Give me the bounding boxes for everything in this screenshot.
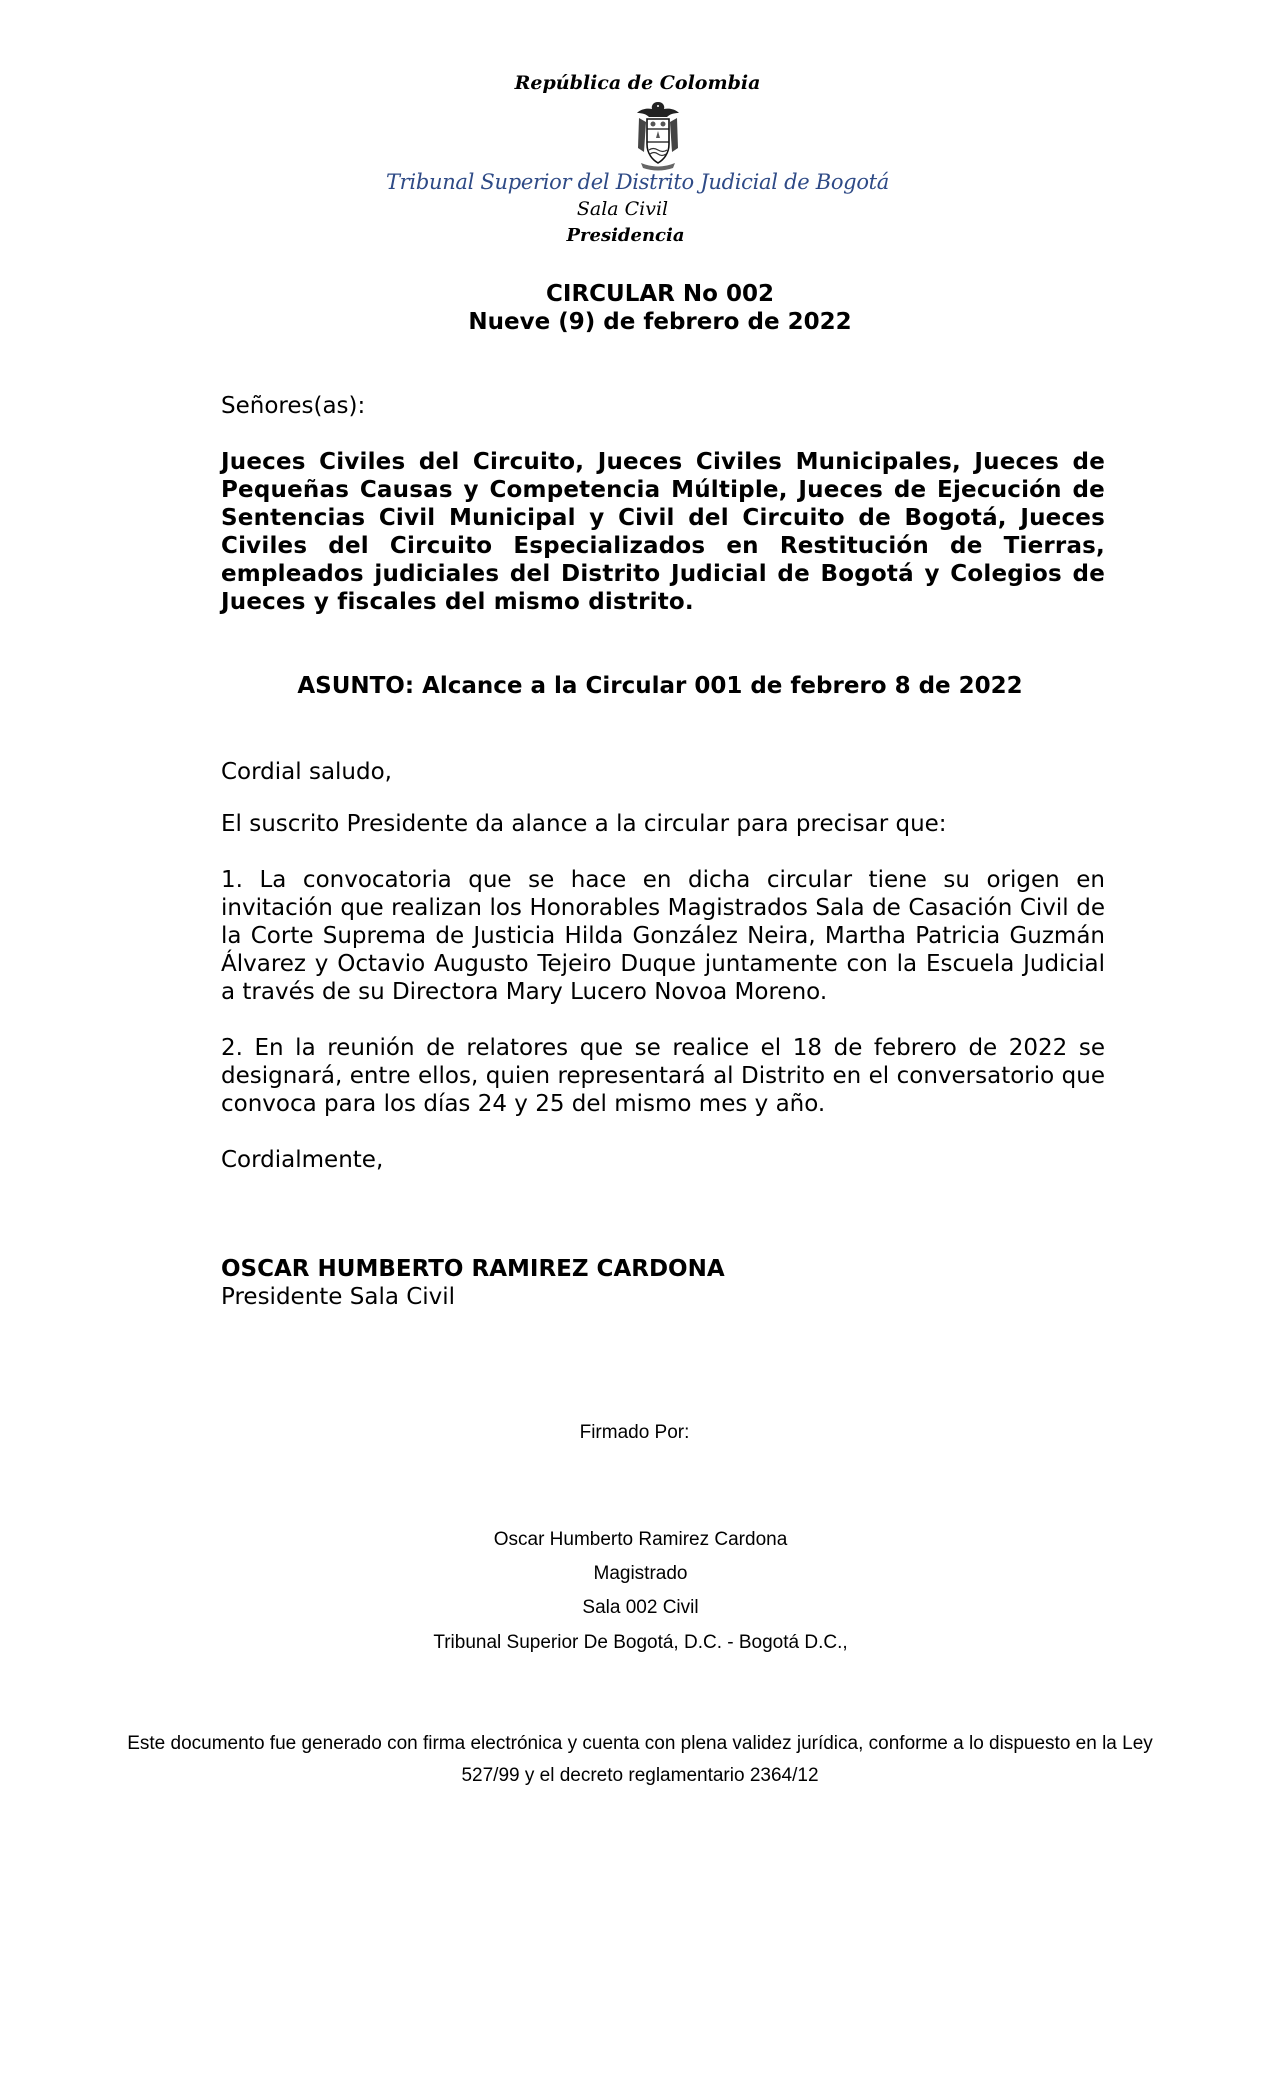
salutation: Señores(as): (221, 393, 366, 419)
signer-name: OSCAR HUMBERTO RAMIREZ CARDONA (221, 1256, 725, 1282)
tribunal-heading: Tribunal Superior del Distrito Judicial de Bogotá (385, 170, 890, 194)
point-one-paragraph: 1. La convocatoria que se hace en dicha circular tiene su origen en invitación que realizan los Honorables Magistrados Sala de Casación Civil de la Corte Suprema de Justicia Hilda González Neira, Martha Patricia Guzmán Álvarez y Octavio Augusto Tejeiro Duque juntamente con la Escuela Judicial a través de su Directora Mary Lucero Novoa Moreno. (221, 867, 1105, 1005)
signed-by-label: Firmado Por: (579, 1422, 690, 1443)
subject-line: ASUNTO: Alcance a la Circular 001 de febrero 8 de 2022 (297, 673, 1023, 699)
signer-role: Presidente Sala Civil (221, 1284, 456, 1310)
point-two-paragraph: 2. En la reunión de relatores que se realice el 18 de febrero de 2022 se designará, entre ellos, quien representará al Distrito en el conversatorio que convoca para los días 24 y 25 del mismo mes y año. (221, 1035, 1105, 1117)
office-heading: Presidencia (566, 225, 685, 246)
intro-paragraph: El suscrito Presidente da alance a la circular para precisar que: (221, 811, 947, 837)
addressees: Jueces Civiles del Circuito, Jueces Civiles Municipales, Jueces de Pequeñas Causas y Competencia Múltiple, Jueces de Ejecución de Sentencias Civil Municipal y Civil del Circuito de Bogotá, Jueces Civiles del Circuito Especializados en Restitución de Tierras, empleados judiciales del Distrito Judicial de Bogotá y Colegios de Jueces y fiscales del mismo distrito. (221, 449, 1105, 615)
sala-heading: Sala Civil (576, 198, 669, 220)
greeting: Cordial saludo, (221, 759, 392, 785)
country-heading: República de Colombia (514, 72, 761, 94)
footer-line-1: Este documento fue generado con firma electrónica y cuenta con plena validez jurídica, conforme a lo dispuesto en la Ley (127, 1733, 1153, 1754)
electronic-signature-notice (70, 1728, 1210, 1792)
circular-number: CIRCULAR No 002 (546, 281, 774, 307)
closing: Cordialmente, (221, 1147, 384, 1173)
signature-tribunal: Tribunal Superior De Bogotá, D.C. - Bogotá D.C., (433, 1632, 848, 1653)
signature-sala: Sala 002 Civil (582, 1597, 699, 1618)
signature-role: Magistrado (593, 1563, 688, 1584)
circular-date: Nueve (9) de febrero de 2022 (468, 309, 852, 335)
footer-line-2: 527/99 y el decreto reglamentario 2364/12 (461, 1765, 819, 1786)
signature-name: Oscar Humberto Ramirez Cardona (493, 1529, 788, 1550)
colombia-coat-of-arms-icon (633, 100, 683, 172)
